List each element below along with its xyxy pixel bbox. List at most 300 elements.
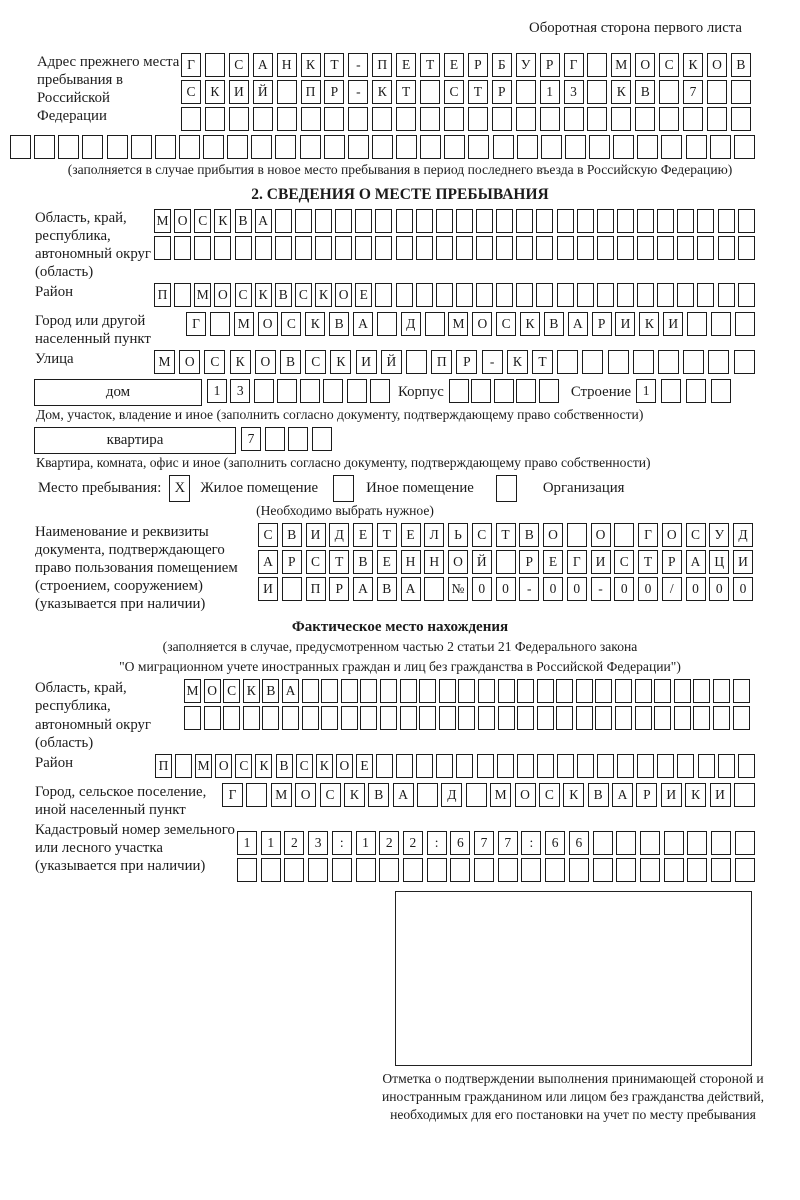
char-box[interactable]: В <box>519 523 539 547</box>
char-box[interactable] <box>541 135 562 159</box>
char-box[interactable]: К <box>520 312 540 336</box>
char-box[interactable]: 7 <box>498 831 518 855</box>
char-box[interactable] <box>593 858 613 882</box>
char-box[interactable] <box>597 236 614 260</box>
char-box[interactable] <box>458 679 475 703</box>
char-box[interactable]: Л <box>424 523 444 547</box>
char-box[interactable]: Т <box>324 53 344 77</box>
char-box[interactable]: И <box>229 80 249 104</box>
char-box[interactable]: 0 <box>733 577 753 601</box>
char-box[interactable] <box>449 379 469 403</box>
char-box[interactable] <box>174 283 191 307</box>
char-box[interactable]: И <box>356 350 377 374</box>
char-box[interactable] <box>617 283 634 307</box>
char-box[interactable] <box>205 53 225 77</box>
char-box[interactable] <box>564 107 584 131</box>
char-box[interactable] <box>615 679 632 703</box>
char-box[interactable] <box>494 379 514 403</box>
char-box[interactable]: В <box>280 350 301 374</box>
char-box[interactable] <box>557 209 574 233</box>
char-box[interactable] <box>348 135 369 159</box>
char-box[interactable] <box>396 107 416 131</box>
char-box[interactable] <box>154 236 171 260</box>
char-box[interactable]: К <box>330 350 351 374</box>
char-box[interactable]: А <box>353 577 373 601</box>
char-box[interactable]: : <box>521 831 541 855</box>
char-box[interactable]: К <box>611 80 631 104</box>
char-box[interactable]: А <box>253 53 273 77</box>
char-box[interactable] <box>456 209 473 233</box>
char-box[interactable] <box>58 135 79 159</box>
char-box[interactable]: 2 <box>379 831 399 855</box>
char-box[interactable] <box>478 706 495 730</box>
char-box[interactable]: Р <box>540 53 560 77</box>
char-box[interactable]: С <box>496 312 516 336</box>
char-box[interactable]: Ц <box>709 550 729 574</box>
char-box[interactable]: Е <box>356 754 373 778</box>
char-box[interactable] <box>677 236 694 260</box>
char-box[interactable] <box>34 135 55 159</box>
char-box[interactable] <box>375 236 392 260</box>
char-box[interactable]: О <box>335 283 352 307</box>
char-box[interactable]: Г <box>222 783 243 807</box>
char-box[interactable] <box>569 858 589 882</box>
char-box[interactable] <box>302 679 319 703</box>
char-box[interactable] <box>370 379 390 403</box>
char-box[interactable]: И <box>661 783 682 807</box>
char-box[interactable]: С <box>281 312 301 336</box>
char-box[interactable] <box>420 80 440 104</box>
char-box[interactable] <box>466 783 487 807</box>
char-box[interactable]: А <box>282 679 299 703</box>
char-box[interactable]: К <box>243 679 260 703</box>
char-box[interactable]: Г <box>181 53 201 77</box>
char-box[interactable] <box>661 135 682 159</box>
char-box[interactable] <box>251 135 272 159</box>
char-box[interactable] <box>693 706 710 730</box>
char-box[interactable]: В <box>276 754 293 778</box>
char-box[interactable] <box>711 831 731 855</box>
char-box[interactable] <box>237 858 257 882</box>
char-box[interactable] <box>444 107 464 131</box>
char-box[interactable] <box>640 858 660 882</box>
char-box[interactable] <box>664 858 684 882</box>
char-box[interactable]: О <box>214 283 231 307</box>
char-box[interactable] <box>341 679 358 703</box>
char-box[interactable]: Р <box>324 80 344 104</box>
char-box[interactable]: Г <box>567 550 587 574</box>
char-box[interactable] <box>262 706 279 730</box>
char-box[interactable]: Е <box>543 550 563 574</box>
char-box[interactable]: 1 <box>636 379 656 403</box>
char-box[interactable]: П <box>155 754 172 778</box>
char-box[interactable] <box>284 858 304 882</box>
char-box[interactable]: П <box>372 53 392 77</box>
char-box[interactable] <box>516 80 536 104</box>
char-box[interactable] <box>637 754 654 778</box>
char-box[interactable] <box>458 706 475 730</box>
char-box[interactable] <box>711 379 731 403</box>
char-box[interactable]: О <box>662 523 682 547</box>
char-box[interactable]: В <box>235 209 252 233</box>
char-box[interactable] <box>400 706 417 730</box>
char-box[interactable] <box>718 209 735 233</box>
char-box[interactable]: : <box>427 831 447 855</box>
char-box[interactable] <box>595 706 612 730</box>
char-box[interactable] <box>577 754 594 778</box>
char-box[interactable] <box>223 706 240 730</box>
char-box[interactable] <box>406 350 427 374</box>
char-box[interactable] <box>697 209 714 233</box>
char-box[interactable] <box>516 379 536 403</box>
char-box[interactable] <box>468 107 488 131</box>
char-box[interactable]: А <box>255 209 272 233</box>
char-box[interactable]: С <box>659 53 679 77</box>
char-box[interactable] <box>496 209 513 233</box>
char-box[interactable]: Р <box>468 53 488 77</box>
char-box[interactable]: Т <box>532 350 553 374</box>
char-box[interactable]: О <box>336 754 353 778</box>
char-box[interactable]: В <box>329 312 349 336</box>
char-box[interactable] <box>243 706 260 730</box>
char-box[interactable] <box>597 754 614 778</box>
char-box[interactable] <box>593 831 613 855</box>
char-box[interactable] <box>677 283 694 307</box>
char-box[interactable] <box>295 209 312 233</box>
char-box[interactable]: Е <box>377 550 397 574</box>
char-box[interactable] <box>417 783 438 807</box>
char-box[interactable]: П <box>154 283 171 307</box>
char-box[interactable]: К <box>301 53 321 77</box>
char-box[interactable] <box>254 379 274 403</box>
char-box[interactable]: 6 <box>545 831 565 855</box>
char-box[interactable]: Т <box>496 523 516 547</box>
char-box[interactable] <box>424 577 444 601</box>
char-box[interactable]: 1 <box>540 80 560 104</box>
char-box[interactable] <box>204 706 221 730</box>
char-box[interactable] <box>733 706 750 730</box>
char-box[interactable]: Д <box>401 312 421 336</box>
char-box[interactable] <box>496 236 513 260</box>
char-box[interactable] <box>82 135 103 159</box>
char-box[interactable]: 0 <box>638 577 658 601</box>
char-box[interactable]: О <box>215 754 232 778</box>
char-box[interactable] <box>556 679 573 703</box>
char-box[interactable]: К <box>214 209 231 233</box>
char-box[interactable] <box>477 754 494 778</box>
char-box[interactable]: Е <box>353 523 373 547</box>
char-box[interactable]: С <box>472 523 492 547</box>
char-box[interactable]: К <box>315 283 332 307</box>
char-box[interactable]: - <box>348 80 368 104</box>
char-box[interactable]: Т <box>468 80 488 104</box>
char-box[interactable] <box>517 706 534 730</box>
char-box[interactable]: Р <box>592 312 612 336</box>
char-box[interactable] <box>372 135 393 159</box>
char-box[interactable]: М <box>195 754 212 778</box>
char-box[interactable] <box>657 283 674 307</box>
char-box[interactable] <box>396 135 417 159</box>
char-box[interactable] <box>565 135 586 159</box>
char-box[interactable] <box>324 107 344 131</box>
char-box[interactable] <box>516 236 533 260</box>
char-box[interactable] <box>539 379 559 403</box>
char-box[interactable] <box>355 236 372 260</box>
char-box[interactable] <box>416 754 433 778</box>
char-box[interactable] <box>275 236 292 260</box>
char-box[interactable]: - <box>519 577 539 601</box>
char-box[interactable]: М <box>184 679 201 703</box>
char-box[interactable]: У <box>516 53 536 77</box>
char-box[interactable] <box>658 350 679 374</box>
char-box[interactable]: / <box>662 577 682 601</box>
char-box[interactable]: К <box>230 350 251 374</box>
char-box[interactable] <box>617 209 634 233</box>
char-box[interactable]: В <box>377 577 397 601</box>
char-box[interactable] <box>179 135 200 159</box>
char-box[interactable]: 2 <box>403 831 423 855</box>
char-box[interactable]: 6 <box>450 831 470 855</box>
char-box[interactable] <box>456 236 473 260</box>
char-box[interactable] <box>536 236 553 260</box>
char-box[interactable] <box>107 135 128 159</box>
char-box[interactable]: С <box>539 783 560 807</box>
char-box[interactable] <box>537 679 554 703</box>
char-box[interactable] <box>315 236 332 260</box>
char-box[interactable]: Д <box>733 523 753 547</box>
char-box[interactable] <box>379 858 399 882</box>
char-box[interactable] <box>686 135 707 159</box>
char-box[interactable]: С <box>194 209 211 233</box>
char-box[interactable]: С <box>686 523 706 547</box>
char-box[interactable] <box>521 858 541 882</box>
char-box[interactable]: И <box>710 783 731 807</box>
char-box[interactable] <box>416 283 433 307</box>
char-box[interactable]: 1 <box>237 831 257 855</box>
char-box[interactable] <box>516 209 533 233</box>
char-box[interactable]: С <box>235 754 252 778</box>
char-box[interactable]: С <box>296 754 313 778</box>
char-box[interactable]: С <box>235 283 252 307</box>
char-box[interactable]: 3 <box>564 80 584 104</box>
char-box[interactable] <box>474 858 494 882</box>
char-box[interactable] <box>577 283 594 307</box>
char-box[interactable]: А <box>568 312 588 336</box>
char-box[interactable] <box>476 236 493 260</box>
checkbox-organization[interactable] <box>496 475 517 502</box>
char-box[interactable]: 1 <box>356 831 376 855</box>
char-box[interactable] <box>616 858 636 882</box>
char-box[interactable]: М <box>611 53 631 77</box>
char-box[interactable] <box>614 523 634 547</box>
char-box[interactable] <box>545 858 565 882</box>
char-box[interactable] <box>323 379 343 403</box>
char-box[interactable]: С <box>614 550 634 574</box>
char-box[interactable] <box>738 236 755 260</box>
char-box[interactable] <box>261 858 281 882</box>
char-box[interactable] <box>439 679 456 703</box>
char-box[interactable] <box>420 107 440 131</box>
char-box[interactable]: С <box>223 679 240 703</box>
char-box[interactable]: Й <box>381 350 402 374</box>
char-box[interactable] <box>396 283 413 307</box>
char-box[interactable] <box>10 135 31 159</box>
char-box[interactable]: Т <box>377 523 397 547</box>
char-box[interactable] <box>686 379 706 403</box>
checkbox-other-premises[interactable] <box>333 475 354 502</box>
char-box[interactable] <box>677 754 694 778</box>
char-box[interactable]: Г <box>638 523 658 547</box>
char-box[interactable]: В <box>282 523 302 547</box>
char-box[interactable]: А <box>353 312 373 336</box>
char-box[interactable] <box>498 706 515 730</box>
char-box[interactable]: : <box>332 831 352 855</box>
char-box[interactable] <box>738 754 755 778</box>
char-box[interactable] <box>375 283 392 307</box>
char-box[interactable]: А <box>612 783 633 807</box>
char-box[interactable] <box>718 236 735 260</box>
char-box[interactable]: К <box>255 283 272 307</box>
char-box[interactable]: 2 <box>284 831 304 855</box>
char-box[interactable]: А <box>401 577 421 601</box>
char-box[interactable]: А <box>393 783 414 807</box>
char-box[interactable]: М <box>271 783 292 807</box>
char-box[interactable] <box>637 209 654 233</box>
char-box[interactable]: В <box>731 53 751 77</box>
char-box[interactable]: В <box>588 783 609 807</box>
char-box[interactable]: 0 <box>567 577 587 601</box>
char-box[interactable] <box>265 427 285 451</box>
char-box[interactable] <box>657 236 674 260</box>
char-box[interactable]: Д <box>441 783 462 807</box>
char-box[interactable] <box>214 236 231 260</box>
char-box[interactable] <box>436 209 453 233</box>
char-box[interactable]: П <box>431 350 452 374</box>
char-box[interactable]: К <box>685 783 706 807</box>
char-box[interactable]: 7 <box>241 427 261 451</box>
char-box[interactable]: М <box>154 350 175 374</box>
char-box[interactable]: 1 <box>261 831 281 855</box>
char-box[interactable] <box>332 858 352 882</box>
char-box[interactable] <box>419 679 436 703</box>
char-box[interactable] <box>255 236 272 260</box>
char-box[interactable]: 0 <box>472 577 492 601</box>
char-box[interactable] <box>718 754 735 778</box>
char-box[interactable] <box>321 679 338 703</box>
char-box[interactable]: С <box>295 283 312 307</box>
char-box[interactable] <box>416 236 433 260</box>
char-box[interactable] <box>713 706 730 730</box>
char-box[interactable] <box>517 754 534 778</box>
char-box[interactable] <box>444 135 465 159</box>
char-box[interactable] <box>436 236 453 260</box>
char-box[interactable] <box>536 209 553 233</box>
char-box[interactable]: С <box>181 80 201 104</box>
char-box[interactable] <box>335 236 352 260</box>
char-box[interactable]: Д <box>329 523 349 547</box>
char-box[interactable]: С <box>305 350 326 374</box>
char-box[interactable] <box>536 283 553 307</box>
char-box[interactable] <box>235 236 252 260</box>
char-box[interactable] <box>478 679 495 703</box>
char-box[interactable]: К <box>316 754 333 778</box>
char-box[interactable] <box>496 550 516 574</box>
char-box[interactable]: 0 <box>614 577 634 601</box>
char-box[interactable] <box>372 107 392 131</box>
char-box[interactable]: О <box>448 550 468 574</box>
char-box[interactable]: С <box>306 550 326 574</box>
char-box[interactable] <box>693 679 710 703</box>
char-box[interactable] <box>597 283 614 307</box>
char-box[interactable] <box>492 107 512 131</box>
char-box[interactable] <box>253 107 273 131</box>
char-box[interactable] <box>738 283 755 307</box>
char-box[interactable]: Й <box>253 80 273 104</box>
char-box[interactable] <box>347 379 367 403</box>
char-box[interactable] <box>659 107 679 131</box>
char-box[interactable] <box>468 135 489 159</box>
char-box[interactable]: О <box>515 783 536 807</box>
char-box[interactable]: У <box>709 523 729 547</box>
char-box[interactable]: В <box>368 783 389 807</box>
char-box[interactable] <box>205 107 225 131</box>
char-box[interactable] <box>617 754 634 778</box>
checkbox-dwelling[interactable]: X <box>169 475 190 502</box>
char-box[interactable] <box>640 831 660 855</box>
char-box[interactable] <box>315 209 332 233</box>
char-box[interactable] <box>493 135 514 159</box>
char-box[interactable] <box>194 236 211 260</box>
char-box[interactable]: И <box>615 312 635 336</box>
char-box[interactable] <box>321 706 338 730</box>
char-box[interactable] <box>181 107 201 131</box>
char-box[interactable]: К <box>344 783 365 807</box>
char-box[interactable] <box>587 53 607 77</box>
char-box[interactable] <box>517 135 538 159</box>
char-box[interactable]: С <box>320 783 341 807</box>
char-box[interactable]: В <box>275 283 292 307</box>
char-box[interactable]: П <box>301 80 321 104</box>
char-box[interactable] <box>687 312 707 336</box>
char-box[interactable] <box>184 706 201 730</box>
char-box[interactable] <box>577 209 594 233</box>
char-box[interactable]: К <box>683 53 703 77</box>
char-box[interactable] <box>635 107 655 131</box>
char-box[interactable] <box>597 209 614 233</box>
char-box[interactable] <box>282 706 299 730</box>
char-box[interactable]: - <box>348 53 368 77</box>
char-box[interactable] <box>734 783 755 807</box>
char-box[interactable] <box>674 706 691 730</box>
char-box[interactable] <box>210 312 230 336</box>
char-box[interactable] <box>375 209 392 233</box>
char-box[interactable] <box>537 754 554 778</box>
char-box[interactable] <box>496 283 513 307</box>
char-box[interactable] <box>439 706 456 730</box>
char-box[interactable]: 0 <box>496 577 516 601</box>
char-box[interactable] <box>674 679 691 703</box>
char-box[interactable] <box>203 135 224 159</box>
char-box[interactable]: Т <box>329 550 349 574</box>
char-box[interactable] <box>312 427 332 451</box>
char-box[interactable]: В <box>353 550 373 574</box>
char-box[interactable]: О <box>258 312 278 336</box>
char-box[interactable] <box>396 236 413 260</box>
char-box[interactable]: 0 <box>686 577 706 601</box>
char-box[interactable] <box>697 236 714 260</box>
char-box[interactable]: О <box>179 350 200 374</box>
char-box[interactable]: К <box>639 312 659 336</box>
